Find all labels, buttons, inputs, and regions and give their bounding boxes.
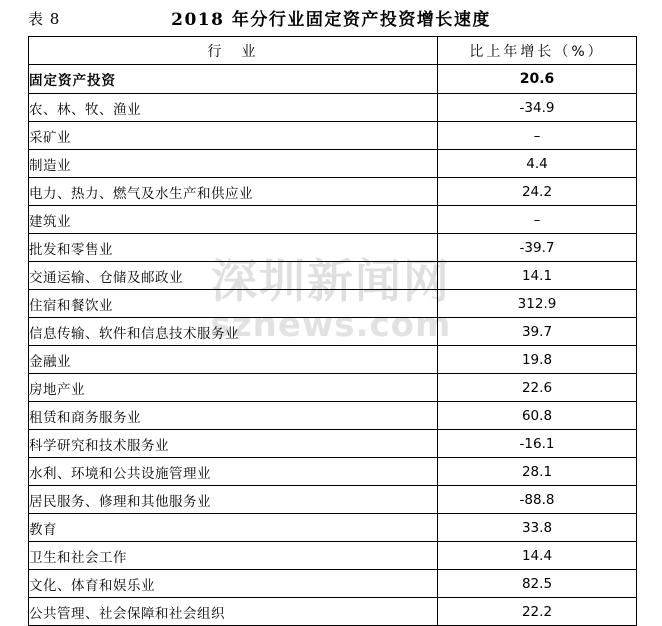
table-row xyxy=(29,318,637,346)
cell-industry: 卫生和社会工作 xyxy=(29,542,438,570)
table-row xyxy=(29,514,637,542)
cell-industry: 租赁和商务服务业 xyxy=(29,402,438,430)
table-row xyxy=(29,178,637,206)
watermark-line-2: sznews.com xyxy=(210,305,452,345)
cell-industry: 水利、环境和公共设施管理业 xyxy=(29,458,438,486)
cell-industry: 电力、热力、燃气及水生产和供应业 xyxy=(29,178,438,206)
table-head xyxy=(29,37,637,65)
table-row xyxy=(29,290,637,318)
cell-industry: 采矿业 xyxy=(29,122,438,150)
cell-growth: 14.4 xyxy=(438,542,637,570)
cell-growth: 24.2 xyxy=(438,178,637,206)
watermark-line-1: 深圳新闻网 xyxy=(211,254,451,308)
cell-growth: 33.8 xyxy=(438,514,637,542)
cell-growth: 19.8 xyxy=(438,346,637,374)
cell-growth: -16.1 xyxy=(438,430,637,458)
cell-growth: – xyxy=(438,206,637,234)
cell-industry: 教育 xyxy=(29,514,438,542)
cell-industry: 制造业 xyxy=(29,150,438,178)
table-row xyxy=(29,206,637,234)
cell-growth: 312.9 xyxy=(438,290,637,318)
cell-industry: 住宿和餐饮业 xyxy=(29,290,438,318)
cell-growth: 14.1 xyxy=(438,262,637,290)
cell-growth: 60.8 xyxy=(438,402,637,430)
column-header-industry: 行 业 xyxy=(29,37,438,65)
table-row xyxy=(29,458,637,486)
cell-industry: 批发和零售业 xyxy=(29,234,438,262)
table-row xyxy=(29,234,637,262)
cell-industry: 文化、体育和娱乐业 xyxy=(29,570,438,598)
cell-industry: 公共管理、社会保障和社会组织 xyxy=(29,598,438,626)
cell-industry: 科学研究和技术服务业 xyxy=(29,430,438,458)
cell-growth: 39.7 xyxy=(438,318,637,346)
page-title: 2018 年分行业固定资产投资增长速度 xyxy=(171,10,491,30)
table-body xyxy=(29,65,637,626)
cell-growth: 22.2 xyxy=(438,598,637,626)
cell-industry: 居民服务、修理和其他服务业 xyxy=(29,486,438,514)
cell-industry: 房地产业 xyxy=(29,374,438,402)
table-row xyxy=(29,430,637,458)
cell-growth: 82.5 xyxy=(438,570,637,598)
column-header-growth: 比上年增长（%） xyxy=(438,37,637,65)
title-row xyxy=(0,0,662,34)
cell-industry: 建筑业 xyxy=(29,206,438,234)
cell-growth: 28.1 xyxy=(438,458,637,486)
cell-growth: – xyxy=(438,122,637,150)
table-row xyxy=(29,122,637,150)
table-row xyxy=(29,402,637,430)
cell-industry: 交通运输、仓储及邮政业 xyxy=(29,262,438,290)
cell-industry: 固定资产投资 xyxy=(29,65,438,94)
table-row xyxy=(29,542,637,570)
cell-growth: 4.4 xyxy=(438,150,637,178)
cell-industry: 信息传输、软件和信息技术服务业 xyxy=(29,318,438,346)
cell-growth: 22.6 xyxy=(438,374,637,402)
table-row xyxy=(29,598,637,626)
table-row xyxy=(29,262,637,290)
table-row xyxy=(29,150,637,178)
cell-industry: 农、林、牧、渔业 xyxy=(29,94,438,122)
cell-growth: -34.9 xyxy=(438,94,637,122)
table-row xyxy=(29,486,637,514)
cell-growth: -88.8 xyxy=(438,486,637,514)
table-label: 表 8 xyxy=(28,10,61,28)
table-row xyxy=(29,374,637,402)
table-row xyxy=(29,346,637,374)
table-container xyxy=(28,36,634,626)
cell-industry: 金融业 xyxy=(29,346,438,374)
table-header-row xyxy=(29,37,637,65)
cell-growth: -39.7 xyxy=(438,234,637,262)
table-row-total xyxy=(29,65,637,94)
cell-growth: 20.6 xyxy=(438,65,637,94)
table-row xyxy=(29,570,637,598)
table-row xyxy=(29,94,637,122)
investment-growth-table xyxy=(28,36,637,626)
